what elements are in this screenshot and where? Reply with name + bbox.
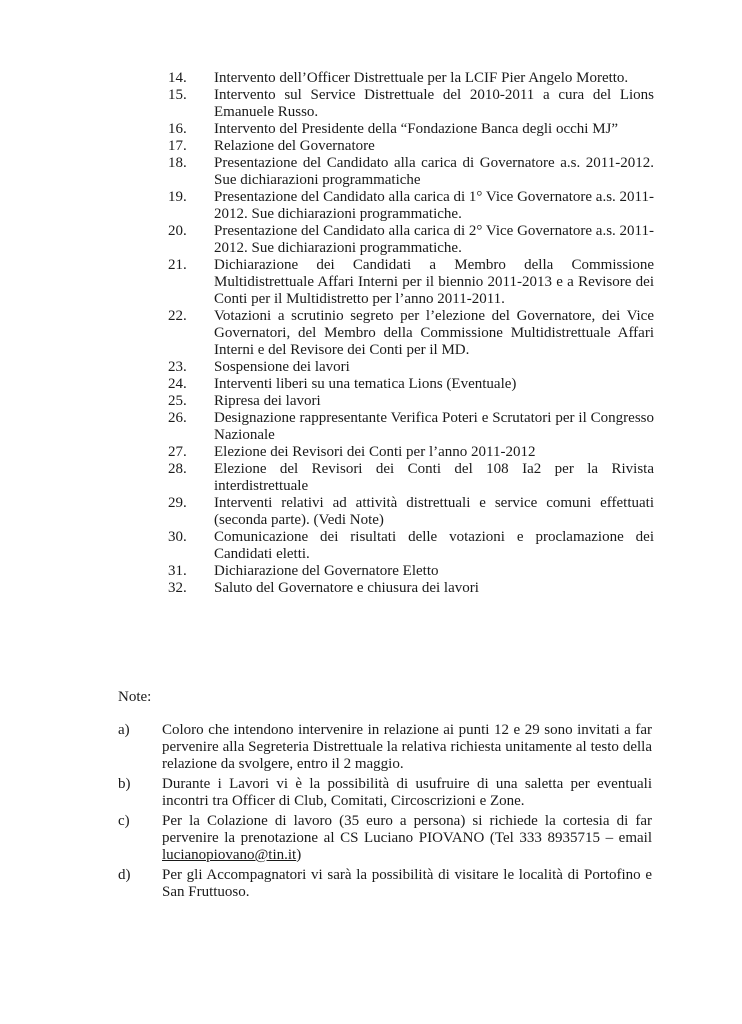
agenda-text: Intervento sul Service Distrettuale del 2010-2011 a cura del Lions Emanuele Russo. bbox=[214, 87, 654, 120]
note-text: Durante i Lavori vi è la possibilità di usufruire di una saletta per eventuali incontri tra Officer di Club, Comitati, Circoscrizioni e Zone. bbox=[162, 776, 652, 809]
note-suffix: ) bbox=[296, 847, 302, 863]
note-text: Coloro che intendono intervenire in relazione ai punti 12 e 29 sono invitati a far pervenire alla Segreteria Distrettuale la relativa richiesta unitamente al testo della relazione da svolgere, entro il 2 maggio. bbox=[162, 722, 652, 772]
agenda-number: 26. bbox=[168, 410, 187, 426]
note-letter: c) bbox=[118, 813, 130, 829]
agenda-item bbox=[168, 376, 654, 393]
agenda-text: Intervento del Presidente della “Fondazione Banca degli occhi MJ” bbox=[214, 121, 619, 137]
agenda-number: 32. bbox=[168, 580, 187, 596]
agenda-number: 24. bbox=[168, 376, 187, 392]
agenda-number: 30. bbox=[168, 529, 187, 545]
agenda-number: 22. bbox=[168, 308, 187, 324]
note-item bbox=[118, 813, 652, 864]
agenda-text: Votazioni a scrutinio segreto per l’elezione del Governatore, dei Vice Governatori, del Membro della Commissione Multidistrettuale Affari Interni e del Revisore dei Conti per il MD. bbox=[214, 308, 654, 358]
agenda-text: Presentazione del Candidato alla carica di 1° Vice Governatore a.s. 2011-2012. Sue dichiarazioni programmatiche. bbox=[214, 189, 654, 222]
agenda-number: 21. bbox=[168, 257, 187, 273]
agenda-item bbox=[168, 461, 654, 495]
agenda-text: Intervento dell’Officer Distrettuale per la LCIF Pier Angelo Moretto. bbox=[214, 70, 629, 86]
agenda-number: 31. bbox=[168, 563, 187, 579]
agenda-text: Dichiarazione del Governatore Eletto bbox=[214, 563, 439, 579]
agenda-item bbox=[168, 189, 654, 223]
agenda-text: Presentazione del Candidato alla carica di Governatore a.s. 2011-2012. Sue dichiarazioni programmatiche bbox=[214, 155, 654, 188]
note-item bbox=[118, 867, 652, 901]
agenda-text: Elezione del Revisori dei Conti del 108 Ia2 per la Rivista interdistrettuale bbox=[214, 461, 654, 494]
notes-heading: Note: bbox=[118, 689, 152, 705]
agenda-number: 14. bbox=[168, 70, 187, 86]
note-item bbox=[118, 776, 652, 810]
agenda-item bbox=[168, 444, 654, 461]
note-letter: b) bbox=[118, 776, 131, 792]
agenda-number: 28. bbox=[168, 461, 187, 477]
agenda-text: Relazione del Governatore bbox=[214, 138, 375, 154]
agenda-number: 27. bbox=[168, 444, 187, 460]
email-link[interactable]: lucianopiovano@tin.it bbox=[162, 847, 297, 863]
note-letter: d) bbox=[118, 867, 131, 883]
agenda-number: 18. bbox=[168, 155, 187, 171]
agenda-item bbox=[168, 410, 654, 444]
agenda-text: Interventi liberi su una tematica Lions (Eventuale) bbox=[214, 376, 517, 392]
notes-list bbox=[118, 722, 652, 904]
agenda-item bbox=[168, 70, 654, 87]
agenda-number: 29. bbox=[168, 495, 187, 511]
agenda-number: 16. bbox=[168, 121, 187, 137]
note-item bbox=[118, 722, 652, 773]
agenda-number: 20. bbox=[168, 223, 187, 239]
agenda-item bbox=[168, 393, 654, 410]
note-text: Per la Colazione di lavoro (35 euro a persona) si richiede la cortesia di far pervenire la prenotazione al CS Luciano PIOVANO (Tel 333 8935715 – email bbox=[162, 813, 652, 846]
agenda-text: Dichiarazione dei Candidati a Membro della Commissione Multidistrettuale Affari Interni per il biennio 2011-2013 e a Revisore dei Conti per il Multidistretto per l’anno 2011-2011. bbox=[214, 257, 654, 307]
agenda-text: Sospensione dei lavori bbox=[214, 359, 350, 375]
agenda-text: Designazione rappresentante Verifica Poteri e Scrutatori per il Congresso Nazionale bbox=[214, 410, 654, 443]
agenda-item bbox=[168, 138, 654, 155]
agenda-text: Saluto del Governatore e chiusura dei lavori bbox=[214, 580, 479, 596]
agenda-item bbox=[168, 359, 654, 376]
agenda-item bbox=[168, 155, 654, 189]
note-text: Per gli Accompagnatori vi sarà la possibilità di visitare le località di Portofino e San Fruttuoso. bbox=[162, 867, 652, 900]
agenda-text: Presentazione del Candidato alla carica di 2° Vice Governatore a.s. 2011-2012. Sue dichiarazioni programmatiche. bbox=[214, 223, 654, 256]
note-letter: a) bbox=[118, 722, 130, 738]
agenda-item bbox=[168, 563, 654, 580]
agenda-number: 17. bbox=[168, 138, 187, 154]
agenda-item bbox=[168, 223, 654, 257]
agenda-text: Comunicazione dei risultati delle votazioni e proclamazione dei Candidati eletti. bbox=[214, 529, 654, 562]
agenda-number: 23. bbox=[168, 359, 187, 375]
agenda-item bbox=[168, 257, 654, 308]
agenda-text: Elezione dei Revisori dei Conti per l’anno 2011-2012 bbox=[214, 444, 536, 460]
agenda-item bbox=[168, 87, 654, 121]
agenda-item bbox=[168, 580, 654, 597]
agenda-item bbox=[168, 121, 654, 138]
agenda-item bbox=[168, 529, 654, 563]
agenda-number: 15. bbox=[168, 87, 187, 103]
agenda-text: Ripresa dei lavori bbox=[214, 393, 321, 409]
agenda-number: 19. bbox=[168, 189, 187, 205]
agenda-item bbox=[168, 495, 654, 529]
agenda-item bbox=[168, 308, 654, 359]
agenda-text: Interventi relativi ad attività distrettuali e service comuni effettuati (seconda parte). (Vedi Note) bbox=[214, 495, 654, 528]
agenda-number: 25. bbox=[168, 393, 187, 409]
agenda-list bbox=[168, 70, 654, 597]
